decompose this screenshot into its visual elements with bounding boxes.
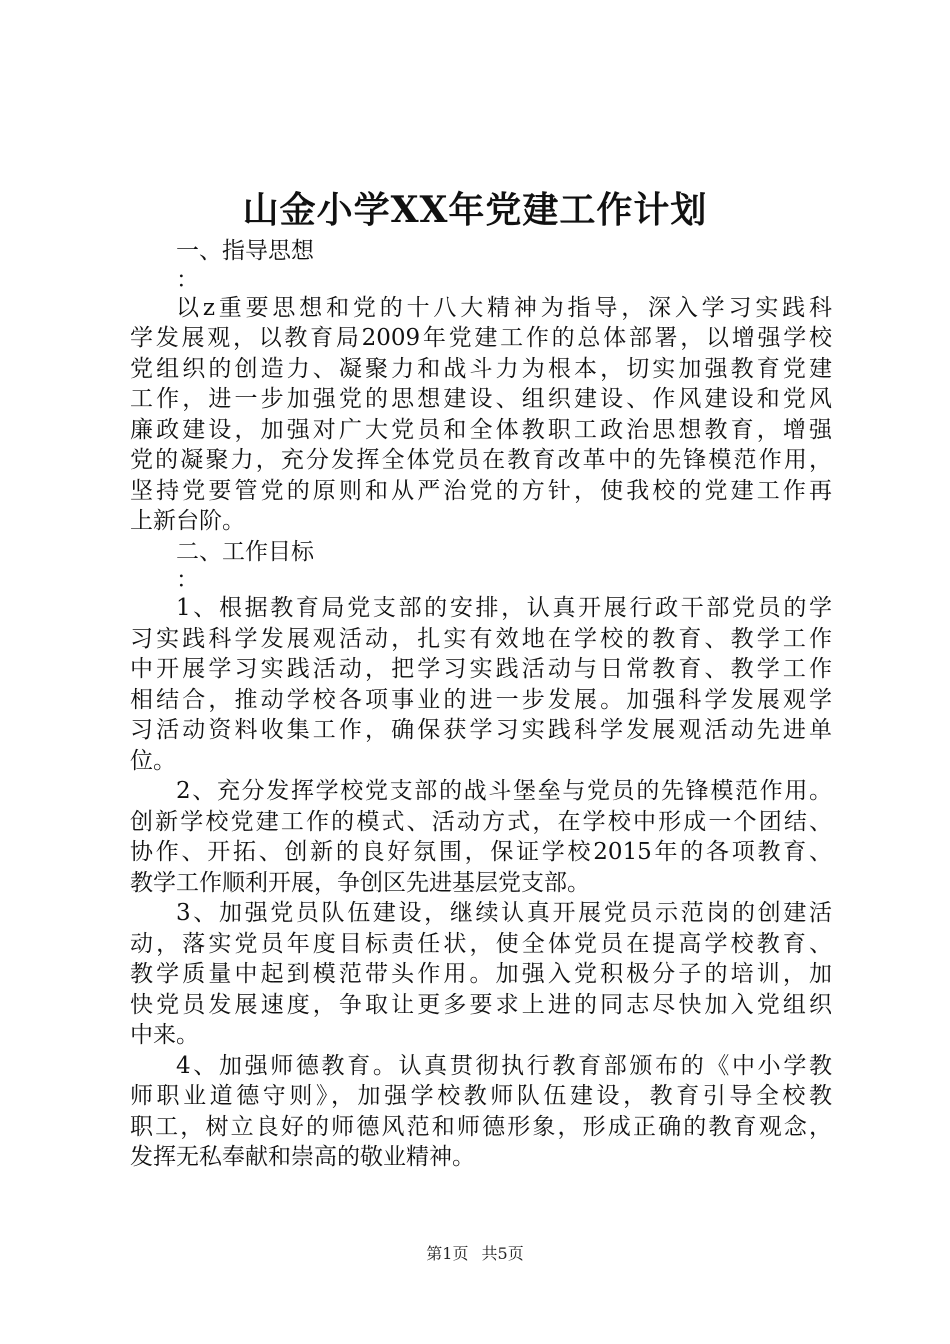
paragraph-line: 创新学校党建工作的模式、活动方式，在学校中形成一个团结、 xyxy=(130,808,832,835)
paragraph-line: 习实践科学发展观活动，扎实有效地在学校的教育、教学工作 xyxy=(130,625,832,652)
paragraph-line: 党的凝聚力，充分发挥全体党员在教育改革中的先锋模范作用， xyxy=(130,447,832,473)
paragraph-line: 1、根据教育局党支部的安排，认真开展行政干部党员的学 xyxy=(176,595,832,621)
paragraph-line: 发挥无私奉献和崇高的敬业精神。 xyxy=(130,1144,475,1170)
paragraph-line: 党组织的创造力、凝聚力和战斗力为根本，切实加强教育党建 xyxy=(130,355,832,382)
paragraph-line: 中来。 xyxy=(130,1022,199,1048)
section-heading: 一、指导思想 xyxy=(176,238,314,264)
paragraph-line: 动，落实党员年度目标责任状，使全体党员在提高学校教育、 xyxy=(130,930,832,957)
page-total: 共5页 xyxy=(481,1244,524,1263)
page-footer xyxy=(0,1243,950,1265)
paragraph-line: 快党员发展速度，争取让更多要求上进的同志尽快加入党组织 xyxy=(130,991,832,1018)
paragraph-line: 学发展观，以教育局2009年党建工作的总体部署，以增强学校 xyxy=(130,325,832,351)
paragraph-line: 2、充分发挥学校党支部的战斗堡垒与党员的先锋模范作用。 xyxy=(176,778,832,804)
paragraph-line: 4、加强师德教育。认真贯彻执行教育部颁布的《中小学教 xyxy=(176,1052,832,1079)
paragraph-line: 教学质量中起到模范带头作用。加强入党积极分子的培训，加 xyxy=(130,961,832,987)
section-heading: 二、工作目标 xyxy=(176,538,314,565)
paragraph-line: 教学工作顺利开展，争创区先进基层党支部。 xyxy=(130,869,590,896)
section-colon: ： xyxy=(176,567,199,593)
paragraph-line: 相结合，推动学校各项事业的进一步发展。加强科学发展观学 xyxy=(130,686,832,713)
paragraph-line: 上新台阶。 xyxy=(130,508,245,534)
document-title: 山金小学XX年党建工作计划 xyxy=(242,189,708,231)
paragraph-line: 师职业道德守则》，加强学校教师队伍建设，教育引导全校教 xyxy=(130,1083,832,1109)
paragraph-line: 中开展学习实践活动，把学习实践活动与日常教育、教学工作 xyxy=(130,656,832,682)
paragraph-line: 工作，进一步加强党的思想建设、组织建设、作风建设和党风 xyxy=(130,386,832,412)
paragraph-line: 协作、开拓、创新的良好氛围，保证学校2015年的各项教育、 xyxy=(130,839,832,865)
paragraph-line: 职工，树立良好的师德风范和师德形象，形成正确的教育观念， xyxy=(130,1113,832,1140)
paragraph-line: 坚持党要管党的原则和从严治党的方针，使我校的党建工作再 xyxy=(130,477,832,504)
paragraph-line: 3、加强党员队伍建设，继续认真开展党员示范岗的创建活 xyxy=(176,900,832,926)
paragraph-line: 习活动资料收集工作，确保获学习实践科学发展观活动先进单 xyxy=(130,717,832,743)
paragraph-line: 位。 xyxy=(130,747,176,774)
section-colon: ： xyxy=(176,266,199,293)
document-body xyxy=(130,236,832,1173)
paragraph-line: 以z重要思想和党的十八大精神为指导，深入学习实践科 xyxy=(176,294,832,321)
paragraph-line: 廉政建设，加强对广大党员和全体教职工政治思想教育，增强 xyxy=(130,416,832,443)
page-number: 第1页 xyxy=(426,1244,469,1263)
